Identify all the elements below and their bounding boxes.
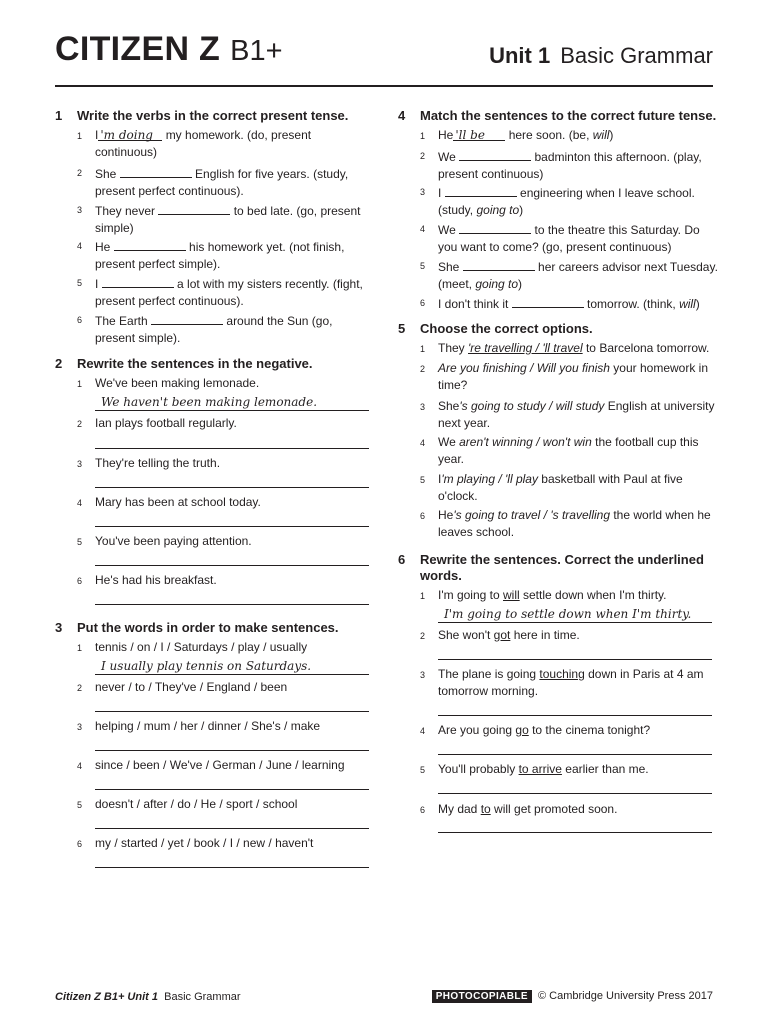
item-number: 4 (420, 726, 426, 736)
item-number: 6 (420, 298, 426, 308)
item-text: I'm going to (438, 588, 503, 602)
answer-field[interactable] (512, 294, 584, 308)
item-text: English at university next year. (438, 399, 715, 430)
list-item (420, 220, 718, 256)
item-text: They never (95, 204, 156, 218)
item-text: We (438, 435, 460, 449)
answer-field[interactable] (114, 237, 186, 251)
answer-field[interactable]: 'll be (453, 127, 505, 141)
item-text: her careers advisor next Tuesday. (meet, (438, 260, 718, 291)
item-text: English for five years. (study, present perfect continuous). (95, 167, 349, 198)
item-number: 5 (77, 537, 83, 547)
item-number: 1 (77, 379, 83, 389)
option-choice[interactable]: 's going to study / will study (459, 399, 605, 413)
answer-line[interactable] (438, 642, 712, 660)
underlined-word: go (515, 723, 529, 737)
item-text: I (438, 472, 442, 486)
header-divider (55, 85, 713, 87)
item-number: 6 (420, 805, 426, 815)
item-text: here soon. (be, (508, 128, 593, 142)
item-text: He (95, 240, 111, 254)
answer-line[interactable] (438, 776, 712, 794)
item-hint: going to (475, 277, 519, 291)
answer-line[interactable] (95, 772, 369, 790)
item-text: to Barcelona tomorrow. (582, 341, 710, 355)
photocopiable-badge: PHOTOCOPIABLE (432, 990, 532, 1003)
item-number: 1 (77, 643, 83, 653)
exercise-title: Put the words in order to make sentences. (77, 620, 339, 635)
list-item (420, 471, 718, 505)
answer-line[interactable]: We haven't been making lemonade. (95, 393, 369, 411)
item-text: will get promoted soon. (490, 802, 618, 816)
item-number: 5 (420, 261, 426, 271)
unit-number: Unit 1 (489, 43, 551, 68)
item-text: The Earth (95, 314, 148, 328)
list-item (420, 147, 718, 183)
item-text: badminton this afternoon. (play, present continuous) (438, 150, 702, 181)
item-text: down in Paris at 4 am tomorrow morning. (438, 667, 704, 698)
item-number: 4 (77, 241, 83, 251)
answer-line[interactable] (95, 470, 369, 488)
item-number: 6 (77, 576, 83, 586)
item-number: 2 (420, 631, 426, 641)
brand-title: CITIZEN Z (55, 30, 221, 68)
item-text: helping / mum / her / dinner / She's / make (95, 719, 321, 733)
list-item (420, 507, 718, 541)
item-hint: will (592, 128, 610, 142)
item-number: 1 (420, 344, 426, 354)
item-text: Are you going (438, 723, 516, 737)
item-text: engineering when I leave school. (study, (438, 186, 695, 217)
item-text: We (438, 150, 456, 164)
item-number: 3 (420, 187, 426, 197)
answer-field[interactable] (158, 201, 230, 215)
answer-line[interactable] (95, 587, 369, 605)
list-item (77, 639, 375, 656)
exercise-title: Choose the correct options. (420, 321, 593, 336)
item-text: the football cup this year. (438, 435, 699, 466)
item-number: 5 (420, 475, 426, 485)
answer-field[interactable]: 'm doing (98, 127, 162, 141)
answer-field[interactable] (102, 274, 174, 288)
exercise-title: Match the sentences to the correct future tense. (420, 108, 717, 123)
answer-field[interactable] (459, 220, 531, 234)
item-text: tomorrow. (think, (587, 297, 680, 311)
answer-line[interactable] (95, 431, 369, 449)
unit-title: Basic Grammar (560, 43, 713, 68)
item-text: ) (519, 203, 524, 217)
item-text: He (438, 128, 454, 142)
exercise-title: Rewrite the sentences. Correct the underlined words. (420, 552, 704, 583)
answer-field[interactable] (151, 311, 223, 325)
answer-field[interactable] (120, 164, 192, 178)
answer-field[interactable] (445, 183, 517, 197)
item-number: 5 (420, 765, 426, 775)
item-text: a lot with my sisters recently. (fight, present perfect continuous). (95, 277, 363, 308)
answer-line[interactable] (95, 548, 369, 566)
exercise-number: 5 (398, 321, 406, 336)
exercise-number: 1 (55, 108, 63, 123)
item-hint: going to (476, 203, 520, 217)
list-item (420, 340, 718, 357)
list-item (420, 183, 718, 219)
item-number: 5 (77, 800, 83, 810)
list-item (77, 164, 375, 200)
item-text: I (95, 277, 99, 291)
list-item (420, 666, 718, 700)
option-choice[interactable]: aren't winning / won't win (459, 435, 592, 449)
item-text: She (95, 167, 117, 181)
item-number: 5 (77, 278, 83, 288)
item-text: I (95, 128, 99, 142)
list-item (420, 360, 718, 394)
exercise-title: Rewrite the sentences in the negative. (77, 356, 313, 371)
item-text: settle down when I'm thirty. (519, 588, 667, 602)
item-text: my homework. (do, present continuous) (95, 128, 312, 159)
item-number: 6 (77, 315, 83, 325)
footer-copyright-block (432, 990, 713, 1002)
item-text: tennis / on / I / Saturdays / play / usually (95, 640, 308, 654)
exercise-title: Write the verbs in the correct present tense. (77, 108, 349, 123)
answer-line[interactable] (95, 811, 369, 829)
item-number: 2 (420, 151, 426, 161)
item-text: You'll probably (438, 762, 519, 776)
item-text: earlier than me. (561, 762, 649, 776)
item-text: ) (695, 297, 700, 311)
item-text: I (438, 186, 442, 200)
list-item (420, 434, 718, 468)
footer-section: Basic Grammar (164, 991, 241, 1003)
underlined-word: will (503, 588, 520, 602)
item-text: your homework in time? (438, 361, 709, 392)
item-number: 4 (77, 761, 83, 771)
list-item (77, 237, 375, 273)
list-item (420, 398, 718, 432)
item-text: since / been / We've / German / June / learning (95, 758, 345, 772)
exercise-number: 4 (398, 108, 406, 123)
item-text: his homework yet. (not finish, present perfect simple). (95, 240, 345, 271)
list-item (77, 274, 375, 310)
answer-line[interactable]: I usually play tennis on Saturdays. (95, 657, 369, 675)
list-item (77, 375, 375, 392)
item-text: They (438, 341, 469, 355)
answer-line[interactable] (95, 733, 369, 751)
item-text: ) (518, 277, 523, 291)
option-choice[interactable]: 's going to travel / 's travelling (453, 508, 610, 522)
list-item (420, 587, 718, 604)
exercise-number: 3 (55, 620, 63, 635)
answer-line[interactable] (438, 698, 712, 716)
item-text: doesn't / after / do / He / sport / school (95, 797, 298, 811)
answer-field[interactable] (459, 147, 531, 161)
item-number: 3 (77, 722, 83, 732)
answer-line[interactable]: I'm going to settle down when I'm thirty. (438, 605, 712, 623)
item-number: 2 (420, 364, 426, 374)
item-text: to the cinema tonight? (528, 723, 651, 737)
item-text: You've been paying attention. (95, 534, 252, 548)
item-text: to the theatre this Saturday. Do you want to come? (go, present continuous) (438, 223, 700, 254)
list-item (420, 127, 718, 144)
item-text: Ian plays football regularly. (95, 416, 237, 430)
list-item (77, 311, 375, 347)
item-text: She (438, 399, 460, 413)
item-text: She (438, 260, 460, 274)
list-item (420, 257, 718, 293)
item-text: The plane is going (438, 667, 540, 681)
answer-line[interactable] (438, 815, 712, 833)
item-text: to bed late. (go, present simple) (95, 204, 361, 235)
exercise-number: 2 (55, 356, 63, 371)
list-item (420, 294, 718, 313)
option-choice[interactable]: 'm playing / 'll play (441, 472, 538, 486)
answer-line[interactable] (438, 737, 712, 755)
item-text: My dad (438, 802, 481, 816)
list-item (77, 415, 375, 432)
item-number: 2 (77, 168, 83, 178)
item-text: my / started / yet / book / I / new / haven't (95, 836, 314, 850)
copyright-text: © Cambridge University Press 2017 (537, 990, 713, 1002)
unit-heading (489, 43, 713, 69)
item-number: 1 (420, 591, 426, 601)
item-number: 6 (420, 511, 426, 521)
option-choice[interactable]: Are you finishing / Will you finish (438, 361, 610, 375)
list-item (77, 127, 375, 161)
item-number: 1 (77, 131, 83, 141)
item-text: We've been making lemonade. (95, 376, 260, 390)
item-text: Mary has been at school today. (95, 495, 261, 509)
item-number: 2 (77, 419, 83, 429)
item-number: 4 (420, 224, 426, 234)
footer-book-info (55, 991, 241, 1003)
underlined-word: to (480, 802, 491, 816)
item-text: I don't think it (438, 297, 509, 311)
footer-book: Citizen Z B1+ Unit 1 (55, 991, 158, 1003)
item-text: around the Sun (go, present simple). (95, 314, 333, 345)
item-text: He (438, 508, 454, 522)
answer-field[interactable] (463, 257, 535, 271)
answer-line[interactable] (95, 850, 369, 868)
exercise-number: 6 (398, 552, 406, 567)
item-text: We (438, 223, 456, 237)
item-number: 3 (77, 459, 83, 469)
item-number: 4 (420, 438, 426, 448)
item-text: never / to / They've / England / been (95, 680, 288, 694)
item-text: ) (609, 128, 614, 142)
item-number: 4 (77, 498, 83, 508)
level-label: B1+ (230, 35, 283, 67)
item-text: basketball with Paul at five o'clock. (438, 472, 683, 503)
item-text: the world when he leaves school. (438, 508, 711, 539)
underlined-word: touching (539, 667, 585, 681)
item-number: 3 (77, 205, 83, 215)
item-number: 1 (420, 131, 426, 141)
item-number: 3 (420, 402, 426, 412)
item-text: She won't (438, 628, 494, 642)
item-text: here in time. (510, 628, 580, 642)
page-title (55, 30, 283, 69)
item-number: 3 (420, 670, 426, 680)
answer-line[interactable] (95, 694, 369, 712)
item-number: 6 (77, 839, 83, 849)
underlined-word: to arrive (518, 762, 562, 776)
item-hint: will (679, 297, 696, 311)
item-number: 2 (77, 683, 83, 693)
option-choice[interactable]: 're travelling / 'll travel (468, 341, 583, 355)
item-text: He's had his breakfast. (95, 573, 217, 587)
item-text: They're telling the truth. (95, 456, 221, 470)
answer-line[interactable] (95, 509, 369, 527)
list-item (77, 201, 375, 237)
underlined-word: got (493, 628, 511, 642)
